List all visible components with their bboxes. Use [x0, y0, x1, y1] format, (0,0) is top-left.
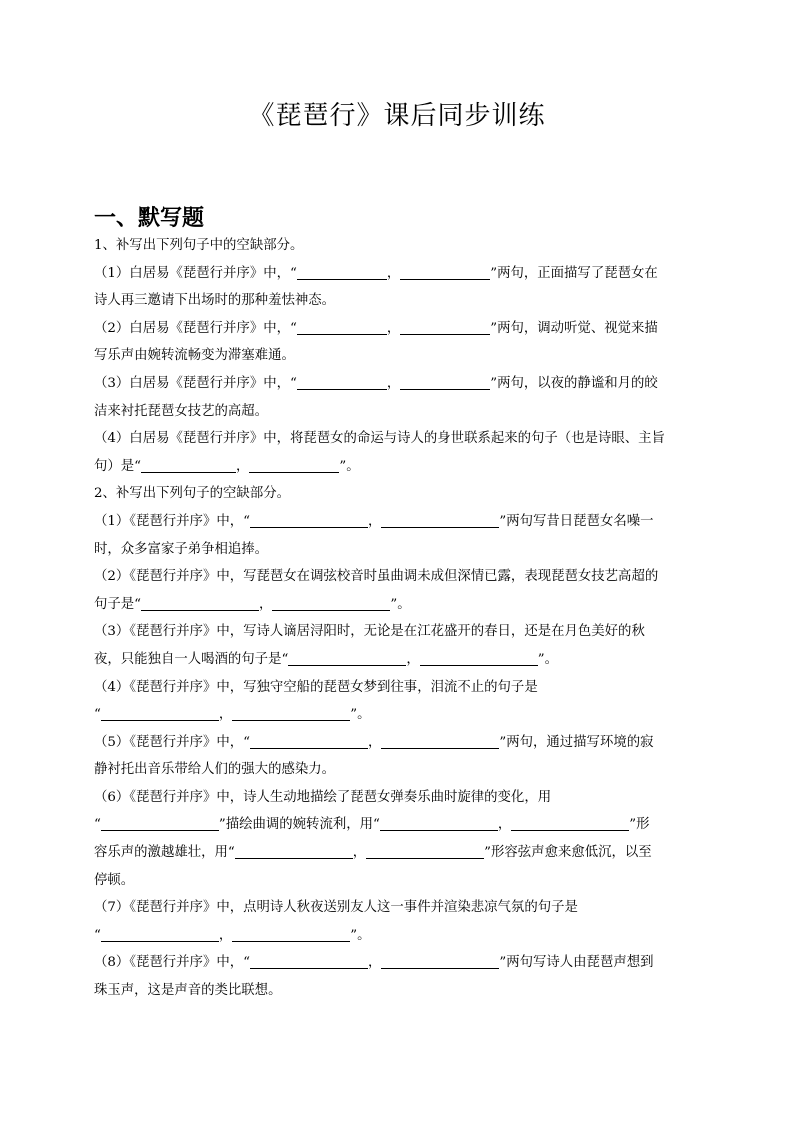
fill-blank[interactable]: [400, 262, 490, 280]
q2-5-line-2: 静衬托出音乐带给人们的强大的感染力。: [94, 762, 336, 778]
fill-blank[interactable]: [232, 924, 350, 942]
section-heading: 一、默写题: [94, 205, 205, 231]
q1-3-line-2: 洁来衬托琵琶女技艺的高超。: [94, 403, 269, 419]
question-1-intro: 1、补写出下列句子中的空缺部分。: [94, 238, 304, 253]
fill-blank[interactable]: [288, 648, 406, 666]
fill-blank[interactable]: [250, 510, 368, 528]
fill-blank[interactable]: [511, 813, 629, 831]
q2-2-line-2: 句子是“ ， ”。: [94, 591, 694, 619]
q2-7-line-2: “ ， ”。: [94, 922, 694, 950]
q2-3-line-2: 夜，只能独自一人喝酒的句子是“ ， ”。: [94, 646, 694, 674]
q2-6-line-4: 停顿。: [94, 872, 135, 888]
q1-4-line-1: （4）白居易《琵琶行并序》中，将琵琶女的命运与诗人的身世联系起来的句子（也是诗眼、主旨: [94, 431, 665, 447]
fill-blank[interactable]: [381, 951, 499, 969]
fill-blank[interactable]: [381, 510, 499, 528]
q2-8-line-1: （8）《琵琶行并序》中，“ ， ”两句写诗人由琵琶声想到: [94, 949, 694, 977]
fill-blank[interactable]: [400, 372, 490, 390]
q2-4-line-2: “ ， ”。: [94, 701, 694, 729]
q1-1-line-1: （1）白居易《琵琶行并序》中，“ ， ”两句，正面描写了琵琶女在: [94, 260, 694, 288]
fill-blank[interactable]: [250, 731, 368, 749]
fill-blank[interactable]: [141, 455, 236, 473]
fill-blank[interactable]: [232, 703, 350, 721]
question-list: [94, 232, 694, 1005]
q2-4-line-1: （4）《琵琶行并序》中，写独守空船的琵琶女梦到往事，泪流不止的句子是: [94, 679, 538, 695]
fill-blank[interactable]: [420, 648, 538, 666]
fill-blank[interactable]: [297, 317, 387, 335]
q2-6-line-3: 容乐声的激越雄壮，用“ ， ”形容弦声愈来愈低沉，以至: [94, 839, 694, 867]
fill-blank[interactable]: [380, 813, 498, 831]
q2-5-line-1: （5）《琵琶行并序》中，“ ， ”两句，通过描写环境的寂: [94, 729, 694, 757]
q1-3-line-1: （3）白居易《琵琶行并序》中，“ ， ”两句，以夜的静谧和月的皎: [94, 370, 694, 398]
fill-blank[interactable]: [272, 593, 390, 611]
q2-2-line-1: （2）《琵琶行并序》中，写琵琶女在调弦校音时虽曲调未成但深情已露，表现琵琶女技艺高超的: [94, 569, 659, 585]
page-title: 《琵琶行》课后同步训练: [248, 101, 546, 131]
fill-blank[interactable]: [250, 951, 368, 969]
fill-blank[interactable]: [249, 455, 339, 473]
question-2-intro: 2、补写出下列句子的空缺部分。: [94, 486, 290, 502]
fill-blank[interactable]: [297, 262, 387, 280]
fill-blank[interactable]: [297, 372, 387, 390]
fill-blank[interactable]: [381, 731, 499, 749]
q1-1-line-2: 诗人再三邀请下出场时的那种羞怯神态。: [94, 293, 336, 309]
fill-blank[interactable]: [101, 924, 219, 942]
fill-blank[interactable]: [400, 317, 490, 335]
q2-6-line-1: （6）《琵琶行并序》中，诗人生动地描绘了琵琶女弹奏乐曲时旋律的变化，用: [94, 789, 552, 805]
q2-8-line-2: 珠玉声，这是声音的类比联想。: [94, 983, 282, 999]
q1-2-line-1: （2）白居易《琵琶行并序》中，“ ， ”两句，调动听觉、视觉来描: [94, 315, 694, 343]
q2-6-line-2: “ ”描绘曲调的婉转流利，用“ ， ”形: [94, 811, 694, 839]
fill-blank[interactable]: [366, 841, 484, 859]
q2-3-line-1: （3）《琵琶行并序》中，写诗人谪居浔阳时，无论是在江花盛开的春日，还是在月色美好的秋: [94, 624, 645, 640]
q2-1-line-2: 时，众多富家子弟争相追捧。: [94, 541, 269, 557]
q2-1-line-1: （1）《琵琶行并序》中，“ ， ”两句写昔日琵琶女名噪一: [94, 508, 694, 536]
q1-2-line-2: 写乐声由婉转流畅变为滞塞难通。: [94, 348, 295, 364]
fill-blank[interactable]: [141, 593, 259, 611]
fill-blank[interactable]: [235, 841, 353, 859]
fill-blank[interactable]: [101, 703, 219, 721]
q1-4-line-2: 句）是“ ， ”。: [94, 453, 694, 481]
q2-7-line-1: （7）《琵琶行并序》中，点明诗人秋夜送别友人这一事件并渲染悲凉气氛的句子是: [94, 900, 578, 916]
fill-blank[interactable]: [101, 813, 219, 831]
